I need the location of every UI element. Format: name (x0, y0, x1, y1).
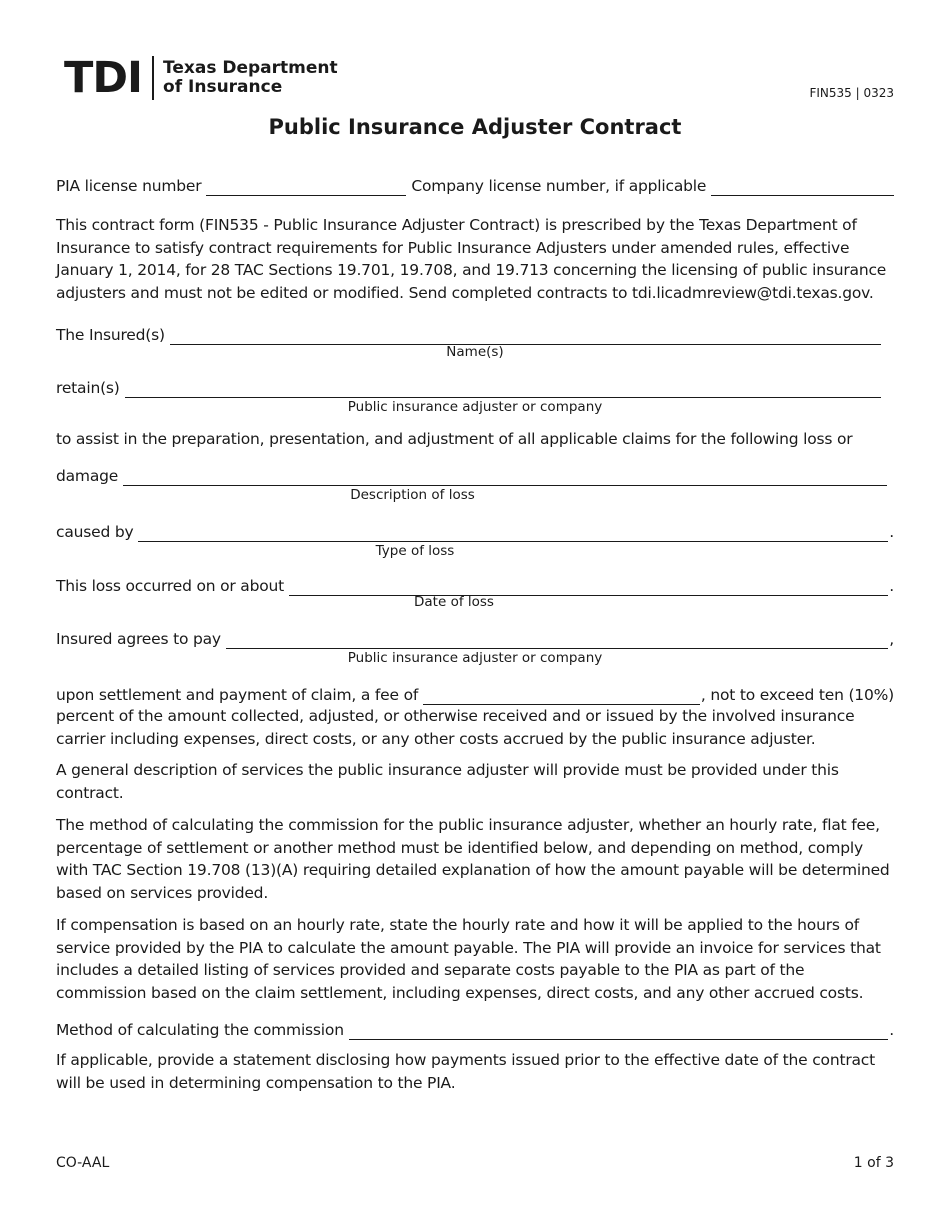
method-paragraph: The method of calculating the commission for the public insurance adjuster, whether an hourly rate, flat fee, percentage of settlement or another method must be identified below, and depending on method, comply with TAC Section 19.708 (13)(A) requiring detailed explanation of how the amount payable will be determined based on services provided. (56, 816, 890, 902)
page-title: Public Insurance Adjuster Contract (268, 115, 682, 139)
license-row (56, 172, 894, 196)
insured-row (56, 321, 881, 345)
caused-field[interactable] (138, 523, 888, 542)
retains-caption: Public insurance adjuster or company (347, 399, 603, 415)
company-license-field[interactable] (711, 177, 894, 196)
method-field[interactable] (349, 1021, 888, 1040)
caused-label: caused by (56, 523, 134, 541)
occurred-caption: Date of loss (414, 594, 494, 610)
insured-caption: Name(s) (446, 344, 504, 360)
occurred-period: . (889, 577, 894, 595)
insured-label: The Insured(s) (56, 326, 165, 344)
logo-text (163, 59, 338, 97)
method-period: . (889, 1021, 894, 1039)
pay-row (56, 625, 894, 649)
damage-caption: Description of loss (350, 487, 475, 503)
logo-divider (152, 56, 154, 100)
fee-label: upon settlement and payment of claim, a fee of (56, 686, 419, 704)
caused-row (56, 518, 894, 542)
damage-row (56, 462, 887, 486)
damage-label: damage (56, 467, 119, 485)
fee-row (56, 681, 894, 705)
fee-continuation: percent of the amount collected, adjusted, or otherwise received and or issued by the involved insurance carrier including expenses, direct costs, or any other costs accrued by the public insurance adjuster. (56, 707, 855, 748)
form-id: FIN535 | 0323 (809, 86, 894, 100)
company-license-label: Company license number, if applicable (411, 177, 707, 195)
caused-period: . (889, 523, 894, 541)
pia-license-label: PIA license number (56, 177, 202, 195)
tdi-logo (64, 53, 338, 103)
logo-line-1: Texas Department (163, 58, 338, 78)
fee-tail: , not to exceed ten (10%) (700, 686, 894, 704)
services-paragraph: A general description of services the public insurance adjuster will provide must be provided under this contract. (56, 761, 839, 802)
footer-code: CO-AAL (56, 1155, 110, 1171)
prior-payments-paragraph: If applicable, provide a statement disclosing how payments issued prior to the effective date of the contract will be used in determining compensation to the PIA. (56, 1051, 875, 1092)
pay-field[interactable] (226, 630, 888, 649)
damage-field[interactable] (123, 467, 887, 486)
method-row (56, 1016, 894, 1040)
retains-label: retain(s) (56, 379, 120, 397)
caused-caption: Type of loss (375, 543, 455, 559)
assist-text: to assist in the preparation, presentation, and adjustment of all applicable claims for the following loss or (56, 430, 853, 448)
pay-label: Insured agrees to pay (56, 630, 221, 648)
logo-mark: TDI (64, 53, 143, 103)
occurred-label: This loss occurred on or about (56, 577, 284, 595)
logo-line-2: of Insurance (163, 77, 283, 97)
pay-caption: Public insurance adjuster or company (347, 650, 603, 666)
pay-comma: , (889, 630, 894, 648)
fee-field[interactable] (423, 686, 700, 705)
insured-field[interactable] (170, 326, 881, 345)
method-label: Method of calculating the commission (56, 1021, 344, 1039)
hourly-paragraph: If compensation is based on an hourly rate, state the hourly rate and how it will be applied to the hours of service provided by the PIA to calculate the amount payable. The PIA will provide an invoice for services that includes a detailed listing of services provided and separate costs payable to the PIA as part of the commission based on the claim settlement, including expenses, direct costs, and any other accrued costs. (56, 916, 881, 1002)
occurred-row (56, 572, 894, 596)
retains-field[interactable] (125, 379, 881, 398)
page-number: 1 of 3 (853, 1155, 894, 1171)
retains-row (56, 374, 881, 398)
intro-paragraph: This contract form (FIN535 - Public Insurance Adjuster Contract) is prescribed by the Texas Department of Insurance to satisfy contract requirements for Public Insurance Adjusters under amended rules, effective January 1, 2014, for 28 TAC Sections 19.701, 19.708, and 19.713 concerning the licensing of public insurance adjusters and must not be edited or modified. Send completed contracts to tdi.licadmreview@tdi.texas.gov. (56, 216, 887, 302)
pia-license-field[interactable] (206, 177, 406, 196)
